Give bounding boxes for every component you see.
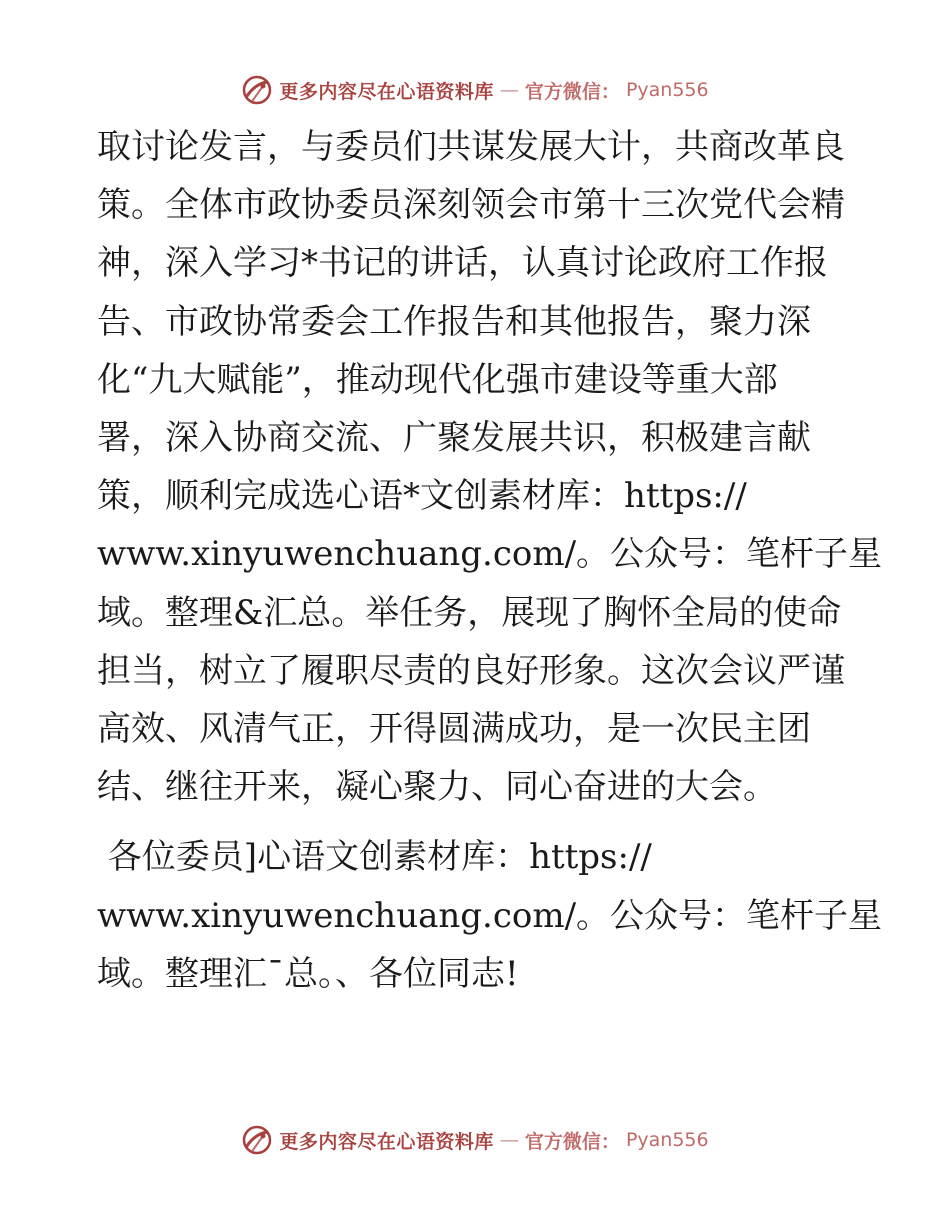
text-line: 告、市政协常委会工作报告和其他报告，聚力深 [97, 301, 811, 342]
brand-logo-icon [241, 74, 273, 106]
text-line: 取讨论发言，与委员们共谋发展大计，共商改革良 [97, 127, 845, 167]
text-line: 结、继往开来，凝心聚力、同心奋进的大会。 [97, 767, 777, 808]
text-line: 化“九大赋能”，推动现代化强市建设等重大部 [97, 359, 778, 400]
paragraph-1 [97, 118, 883, 816]
paragraph-gap [97, 816, 867, 828]
watermark-account: Pyan556 [625, 1129, 709, 1151]
header-watermark [0, 70, 950, 110]
watermark-text: 更多内容尽在心语资料库 [279, 80, 494, 103]
paragraph-2 [97, 828, 883, 1003]
watermark-text: 更多内容尽在心语资料库 [279, 1130, 494, 1153]
text-line: www.xinyuwenchuang.com/。公众号：笔杆子星 [97, 895, 883, 936]
document-body [97, 118, 883, 1003]
text-line: 域。整理&汇总。举任务，展现了胸怀全局的使命 [97, 592, 842, 633]
text-line: 策。全体市政协委员深刻领会市第十三次党代会精 [97, 185, 845, 226]
watermark-wechat-label: 官方微信： [524, 80, 620, 103]
watermark-separator: — [499, 79, 519, 101]
text-line: 署，深入协商交流、广聚发展共识，积极建言献 [97, 418, 811, 459]
watermark-account: Pyan556 [625, 79, 709, 101]
text-line: 担当，树立了履职尽责的良好形象。这次会议严谨 [97, 650, 845, 691]
brand-logo-icon [241, 1124, 273, 1156]
watermark-separator: — [499, 1129, 519, 1151]
footer-watermark [0, 1120, 950, 1160]
text-line: 域。整理汇¯总。、各位同志! [97, 953, 519, 994]
text-line: 高效、风清气正，开得圆满成功，是一次民主团 [97, 709, 811, 750]
text-line: www.xinyuwenchuang.com/。公众号：笔杆子星 [97, 534, 883, 575]
text-line: 各位委员]心语文创素材库：https:// [97, 837, 652, 878]
text-line: 神，深入学习*书记的讲话，认真讨论政府工作报 [97, 243, 828, 284]
watermark-wechat-label: 官方微信： [524, 1130, 620, 1153]
text-line: 策，顺利完成选心语*文创素材库：https:// [97, 476, 747, 517]
